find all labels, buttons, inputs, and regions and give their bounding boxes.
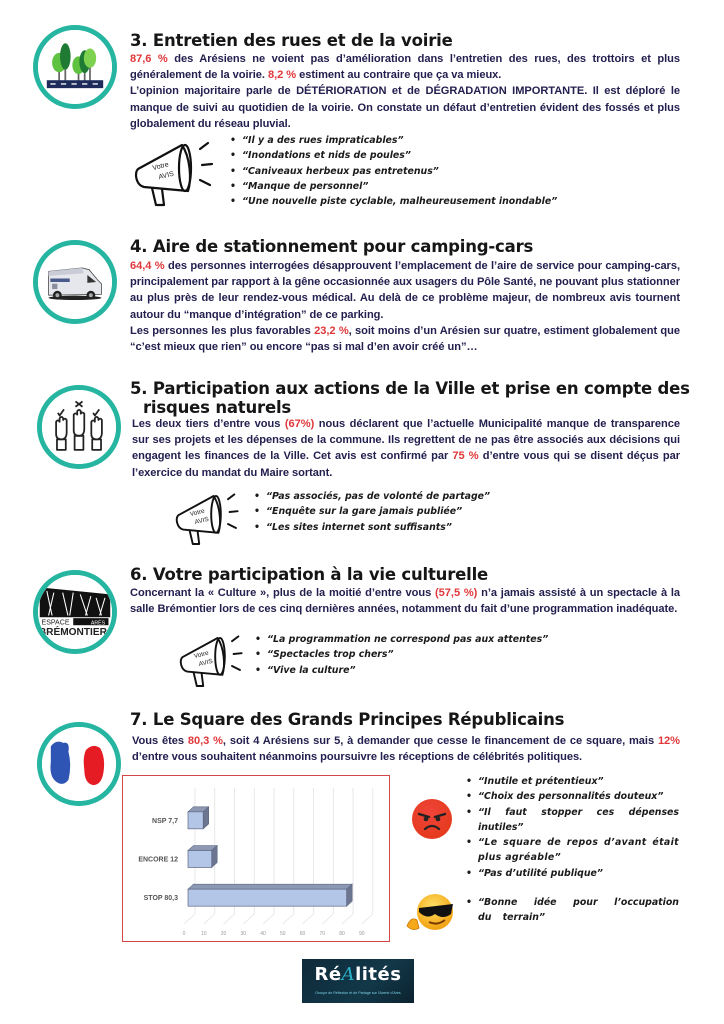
section-3-icon-circle (33, 25, 117, 109)
section-5-title-line1: 5. Participation aux actions de la Ville et prise en compte des (130, 379, 690, 398)
x-tick-label: 90 (359, 931, 365, 937)
section-5-title (130, 379, 690, 417)
section-6-paragraph (130, 585, 680, 617)
quote-item: • “Manque de personnel” (228, 179, 557, 194)
section-3-paragraph (130, 51, 680, 132)
quote-item: • “Enquête sur la gare jamais publiée” (252, 504, 490, 519)
megaphone-label-line2: AVIS (157, 170, 175, 182)
megaphone-icon (130, 135, 220, 210)
grid-floor-line (303, 914, 314, 924)
paragraph-text: d’entre vous souhaitent néanmoins poursuivre les réceptions de célébrités politiques. (132, 751, 583, 764)
x-tick-label: 70 (319, 931, 326, 937)
x-tick-label: 80 (339, 931, 345, 937)
grid-floor-line (243, 914, 254, 924)
highlight-stat: 64,4 % (130, 260, 165, 272)
section-5-megaphone (172, 488, 244, 546)
quote-item: • “Spectacles trop chers” (253, 647, 548, 662)
grid-floor-line (342, 914, 353, 924)
quote-item: • “Caniveaux herbeux pas entretenus” (228, 164, 557, 179)
quote-item: • “Pas d’utilité publique” (464, 866, 679, 881)
quote-item: • “La programmation ne correspond pas aux attentes” (253, 632, 548, 647)
section-5-quotes (252, 489, 490, 535)
section-7-paragraph (132, 733, 680, 765)
section-7-negative-quotes (464, 774, 679, 881)
paragraph-text: , soit 4 Arésiens sur 5, à demander que cesse le financement de ce square, mais (222, 735, 658, 747)
category-label: ENCORE 12 (138, 856, 178, 864)
highlight-stat: 23,2 % (314, 324, 349, 337)
angry-face-icon (410, 797, 454, 841)
grid-floor-line (322, 914, 333, 924)
raised-hands-vote-icon (42, 390, 116, 464)
espace-bremontier-logo-icon (38, 575, 112, 649)
paragraph-text: Les personnes les plus favorables (130, 324, 315, 337)
section-3-megaphone (130, 135, 220, 210)
quote-item: • “Inutile et prétentieux” (464, 774, 679, 789)
section-5-icon-circle (37, 385, 121, 469)
quote-item: • “Il y a des rues impraticables” (228, 133, 557, 148)
grid-floor-line (204, 914, 215, 924)
paragraph-text: des Arésiens ne voient pas d’amélioration dans l’entretien des rues, des trottoirs et plus généralement de la voirie. (130, 53, 680, 82)
bar-chart-svg (123, 776, 389, 941)
megaphone-label-line1: Votre (193, 649, 210, 661)
french-flag-brush-icon (42, 727, 116, 801)
megaphone-icon (176, 630, 248, 690)
quote-item: • “Choix des personnalités douteux” (464, 789, 679, 804)
quote-item: • “Inondations et nids de poules” (228, 148, 557, 163)
megaphone-label-line2: AVIS (194, 515, 210, 527)
trees-road-icon (38, 30, 112, 104)
section-4-paragraph (130, 258, 680, 355)
grid-floor-line (184, 914, 195, 924)
section-6-megaphone (176, 630, 248, 688)
grid-floor-line (362, 914, 373, 924)
section-4-title: 4. Aire de stationnement pour camping-cars (130, 237, 534, 256)
highlight-stat: (67%) (284, 418, 315, 430)
logo-subtitle: Groupe de Réflexion et de Partage sur l’Avenir d’Arès (315, 991, 401, 995)
logo-title-a: A (341, 964, 356, 985)
logo-ares-text: ARÈS (90, 620, 106, 627)
megaphone-label-line1: Votre (151, 161, 170, 173)
highlight-stat: 75 % (452, 450, 479, 463)
logo-title-pre: Ré (314, 964, 342, 985)
section-4-icon-circle (33, 240, 117, 324)
logo-title (302, 964, 414, 985)
megaphone-label-line1: Votre (189, 507, 206, 519)
section-3-title: 3. Entretien des rues et de la voirie (130, 31, 453, 50)
x-tick-label: 40 (260, 931, 266, 937)
section-5-paragraph (132, 416, 680, 481)
paragraph-text: nous déclarent que l’actuelle Municipalité manque de transparence sur ses projets et les dépenses de la commune. Ils regrettent de ne pas être associés aux décisions qui engagent les finances de la Ville. Cet avis est confirmé par (132, 418, 680, 463)
realites-logo (302, 959, 414, 1003)
paragraph-text: L’opinion majoritaire parle de DÉTÉRIORATION et de DÉGRADATION IMPORTANTE. Il est déploré le manque de suivi au quotidien de la voirie. On constate un défaut d’entretien évident des fossés et plus globalement du réseau pluvial. (130, 85, 680, 130)
section-7-title: 7. Le Square des Grands Principes Républicains (130, 710, 565, 729)
logo-bremontier-text: BRÉMONTIER (38, 626, 107, 638)
quote-item: • “Bonne idée pour l’occupation du terrain” (464, 895, 679, 926)
quote-item: • “Pas associés, pas de volonté de partage” (252, 489, 490, 504)
paragraph-text: estiment au contraire que ça va mieux. (296, 69, 502, 82)
category-label: STOP 80,3 (143, 895, 178, 903)
bar (188, 889, 347, 906)
highlight-stat: (57,5 %) (435, 587, 478, 599)
megaphone-icon (172, 488, 244, 548)
category-label: NSP 7,7 (152, 817, 178, 825)
highlight-stat: 8,2 % (268, 69, 297, 82)
x-tick-label: 50 (279, 931, 286, 937)
highlight-stat: 87,6 % (130, 53, 168, 65)
quote-item: • “Il faut stopper ces dépenses inutiles” (464, 805, 679, 836)
paragraph-text: d’entre vous qui se disent déçus par l’exercice du mandat du Maire sortant. (132, 450, 681, 479)
logo-title-post: lités (355, 964, 402, 985)
paragraph-text: Vous êtes (132, 735, 188, 747)
camping-car-icon (38, 245, 112, 319)
logo-espace-text: ESPACE (41, 619, 70, 627)
paragraph-text: n’a jamais assisté à un spectacle à la salle Brémontier lors de ces cinq dernières années, notamment du fait d’une programmation inadéquate. (130, 587, 681, 616)
section-6-quotes (253, 632, 548, 678)
cool-sunglasses-face-icon (405, 890, 457, 934)
paragraph-text: des personnes interrogées désapprouvent l’emplacement de l’aire de service pour camping-cars, principalement par rapport à la gêne occasionnée aux usagers du Pôle Santé, ne pouvant plus stationner au plus près de leur rendez-vous médical. Au delà de ce problème majeur, de nombreux avis tournent autour du “manque d’intégration” de ce parking. (130, 260, 680, 321)
highlight-stat: 12% (657, 735, 680, 747)
paragraph-text: Concernant la « Culture », plus de la moitié d’entre vous (130, 587, 436, 599)
section-6-icon-circle (33, 570, 117, 654)
x-tick-label: 20 (220, 931, 227, 937)
x-tick-label: 10 (200, 931, 207, 937)
grid-floor-line (283, 914, 294, 924)
quote-item: • “Les sites internet sont suffisants” (252, 520, 490, 535)
square-survey-chart (122, 775, 390, 942)
section-5-title-line2: risques naturels (143, 398, 292, 417)
quote-item: • “Vive la culture” (253, 663, 548, 678)
quote-item: • “Une nouvelle piste cyclable, malheureusement inondable” (228, 194, 557, 209)
bar (188, 851, 212, 868)
section-3-quotes (228, 133, 557, 209)
section-7-positive-quotes (464, 895, 679, 926)
grid-floor-line (224, 914, 235, 924)
x-tick-label: 30 (240, 931, 247, 937)
bar (188, 812, 203, 829)
megaphone-label-line2: AVIS (198, 657, 214, 669)
bar-top (188, 884, 352, 889)
grid-floor-line (263, 914, 274, 924)
paragraph-text: Les deux tiers d’entre vous (132, 418, 285, 430)
paragraph-text: , soit moins d’un Arésien sur quatre, estiment globalement que “c’est mieux que rien” ou encore “pas si mal d’en avoir créé un”… (130, 324, 680, 354)
x-tick-label: 60 (299, 931, 306, 937)
quote-item: • “Le square de repos d’avant était plus agréable” (464, 835, 679, 866)
section-7-icon-circle (37, 722, 121, 806)
x-tick-label: 0 (182, 931, 186, 937)
highlight-stat: 80,3 % (187, 735, 223, 747)
section-6-title: 6. Votre participation à la vie culturelle (130, 565, 489, 584)
